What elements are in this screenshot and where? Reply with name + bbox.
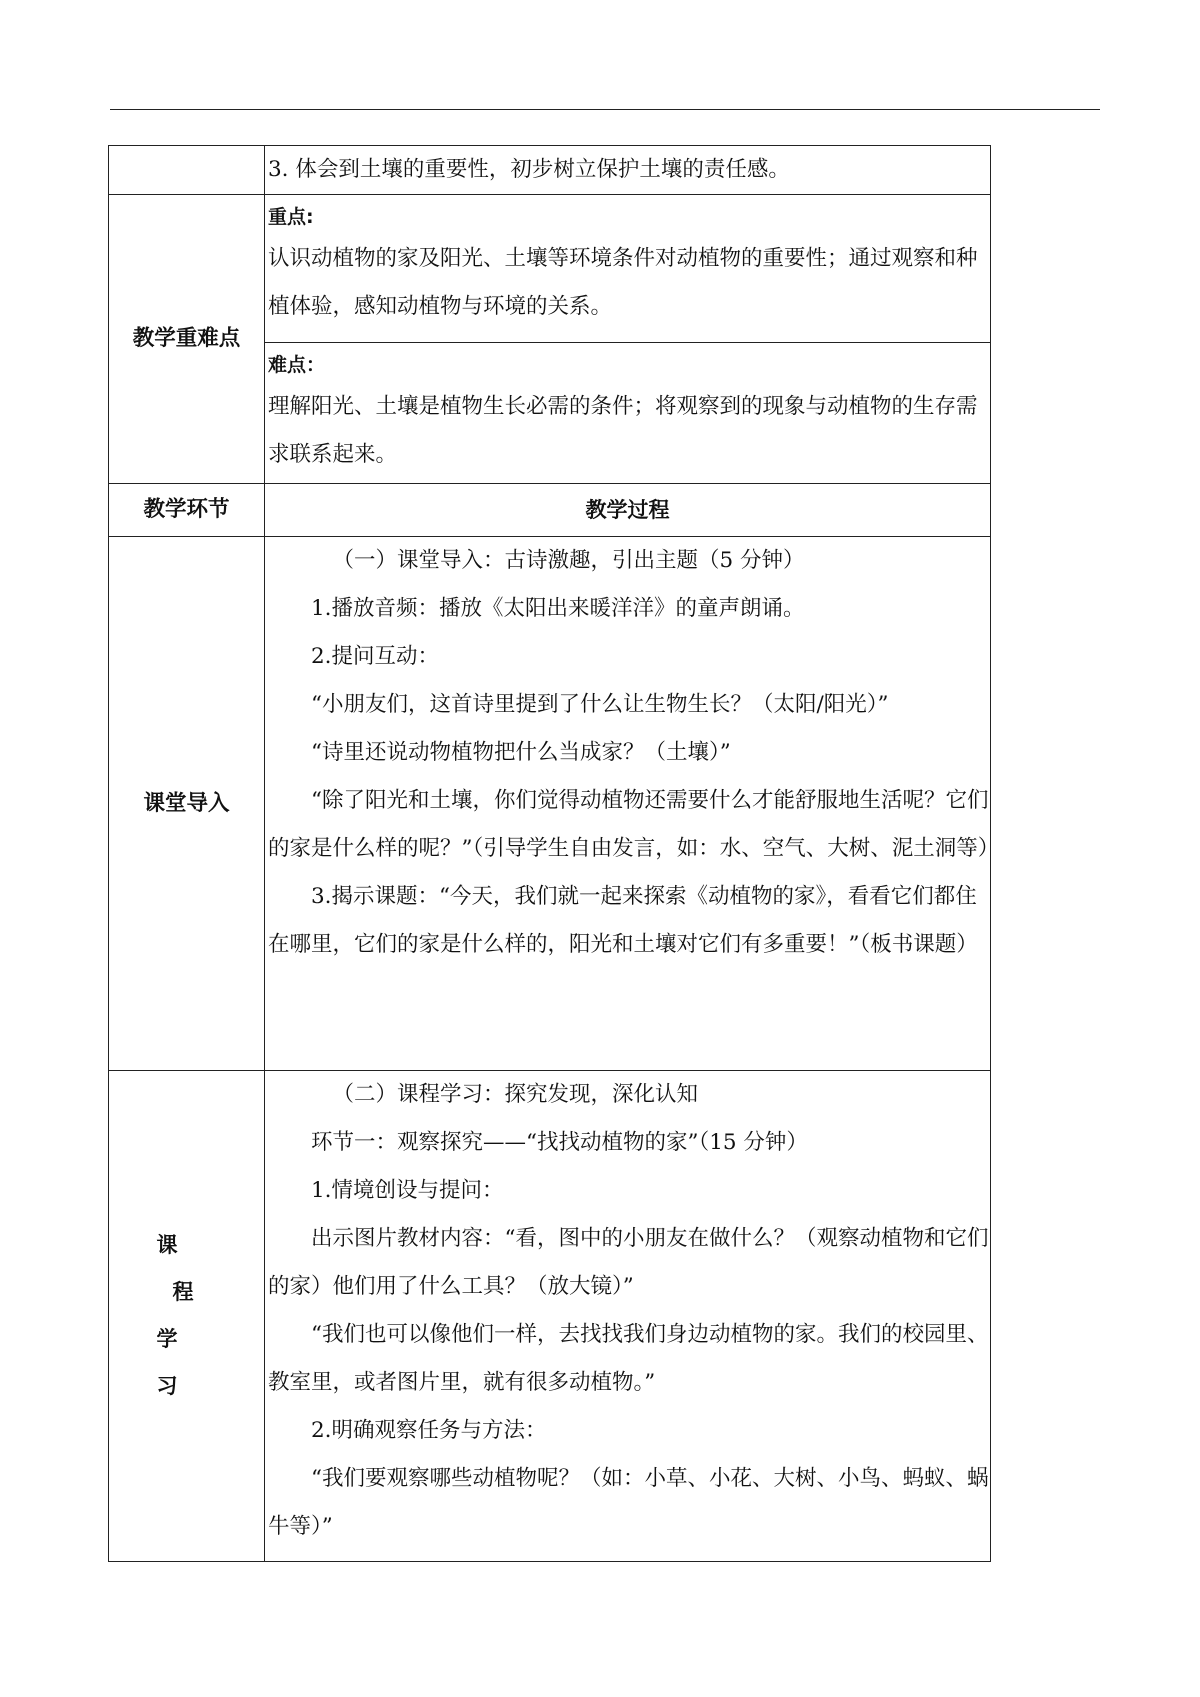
study-line: （二）课程学习：探究发现，深化认知 — [332, 1082, 699, 1107]
header-teaching-step: 教学环节 — [109, 484, 265, 537]
header-teaching-process-cell — [265, 484, 991, 537]
study-line: 2.明确观察任务与方法： — [311, 1418, 547, 1443]
key-point-cell — [265, 195, 991, 343]
study-line: 出示图片教材内容：“看，图中的小朋友在做什么？（观察动植物和它们的家）他们用了什么工具？（放大镜）” — [268, 1226, 989, 1299]
study-line: “我们也可以像他们一样，去找找我们身边动植物的家。我们的校园里、教室里，或者图片里，就有很多动植物。” — [268, 1322, 989, 1395]
lesson-plan-table — [108, 145, 1000, 1562]
header-rule — [110, 109, 1100, 110]
intro-line: “小朋友们，这首诗里提到了什么让生物生长？（太阳/阳光）” — [311, 692, 889, 717]
intro-line: 2.提问互动： — [311, 644, 440, 669]
difficult-point-title: 难点： — [268, 354, 326, 376]
intro-cell — [265, 537, 1000, 1071]
intro-line: （一）课堂导入：古诗激趣，引出主题（5 分钟） — [332, 548, 805, 573]
study-cell — [265, 1071, 991, 1562]
study-row — [109, 1071, 991, 1562]
key-point-row — [109, 195, 991, 343]
study-label-cell — [109, 1071, 265, 1562]
study-line: 1.情境创设与提问： — [311, 1178, 504, 1203]
key-point-text: 认识动植物的家及阳光、土壤等环境条件对动植物的重要性；通过观察和种植体验，感知动植物与环境的关系。 — [268, 246, 978, 319]
intro-line: “诗里还说动物植物把什么当成家？（土壤）” — [311, 740, 731, 765]
study-label-char: 课 — [156, 1232, 178, 1257]
study-label-char: 程 — [172, 1279, 194, 1304]
key-point-title: 重点: — [268, 206, 314, 228]
intro-line: “除了阳光和土壤，你们觉得动植物还需要什么才能舒服地生活呢？它们的家是什么样的呢？”（引导学生自由发言，如：水、空气、大树、泥土洞等） — [268, 788, 1000, 861]
key-difficult-label: 教学重难点 — [109, 195, 265, 484]
difficult-point-cell — [265, 343, 991, 484]
header-teaching-process: 教学过程 — [585, 498, 670, 522]
objective-item: 3. 体会到土壤的重要性，初步树立保护土壤的责任感。 — [268, 157, 790, 182]
difficult-point-text: 理解阳光、土壤是植物生长必需的条件；将观察到的现象与动植物的生存需求联系起来。 — [268, 394, 978, 467]
study-line: 环节一：观察探究——“找找动植物的家”（15 分钟） — [311, 1130, 808, 1155]
objective-row — [109, 146, 991, 195]
study-label-char: 习 — [156, 1373, 178, 1398]
study-label-char: 学 — [156, 1326, 178, 1351]
intro-line: 1.播放音频：播放《太阳出来暖洋洋》的童声朗诵。 — [311, 596, 805, 621]
intro-line: 3.揭示课题：“今天，我们就一起来探索《动植物的家》，看看它们都住在哪里，它们的家是什么样的，阳光和土壤对它们有多重要！”（板书课题） — [268, 884, 978, 957]
section-header-row — [109, 484, 991, 537]
intro-label: 课堂导入 — [109, 537, 265, 1071]
objective-cell — [265, 146, 991, 195]
intro-row — [109, 537, 991, 1071]
objective-label-cell — [109, 146, 265, 195]
study-line: “我们要观察哪些动植物呢？（如：小草、小花、大树、小鸟、蚂蚁、蜗牛等）” — [268, 1466, 989, 1539]
